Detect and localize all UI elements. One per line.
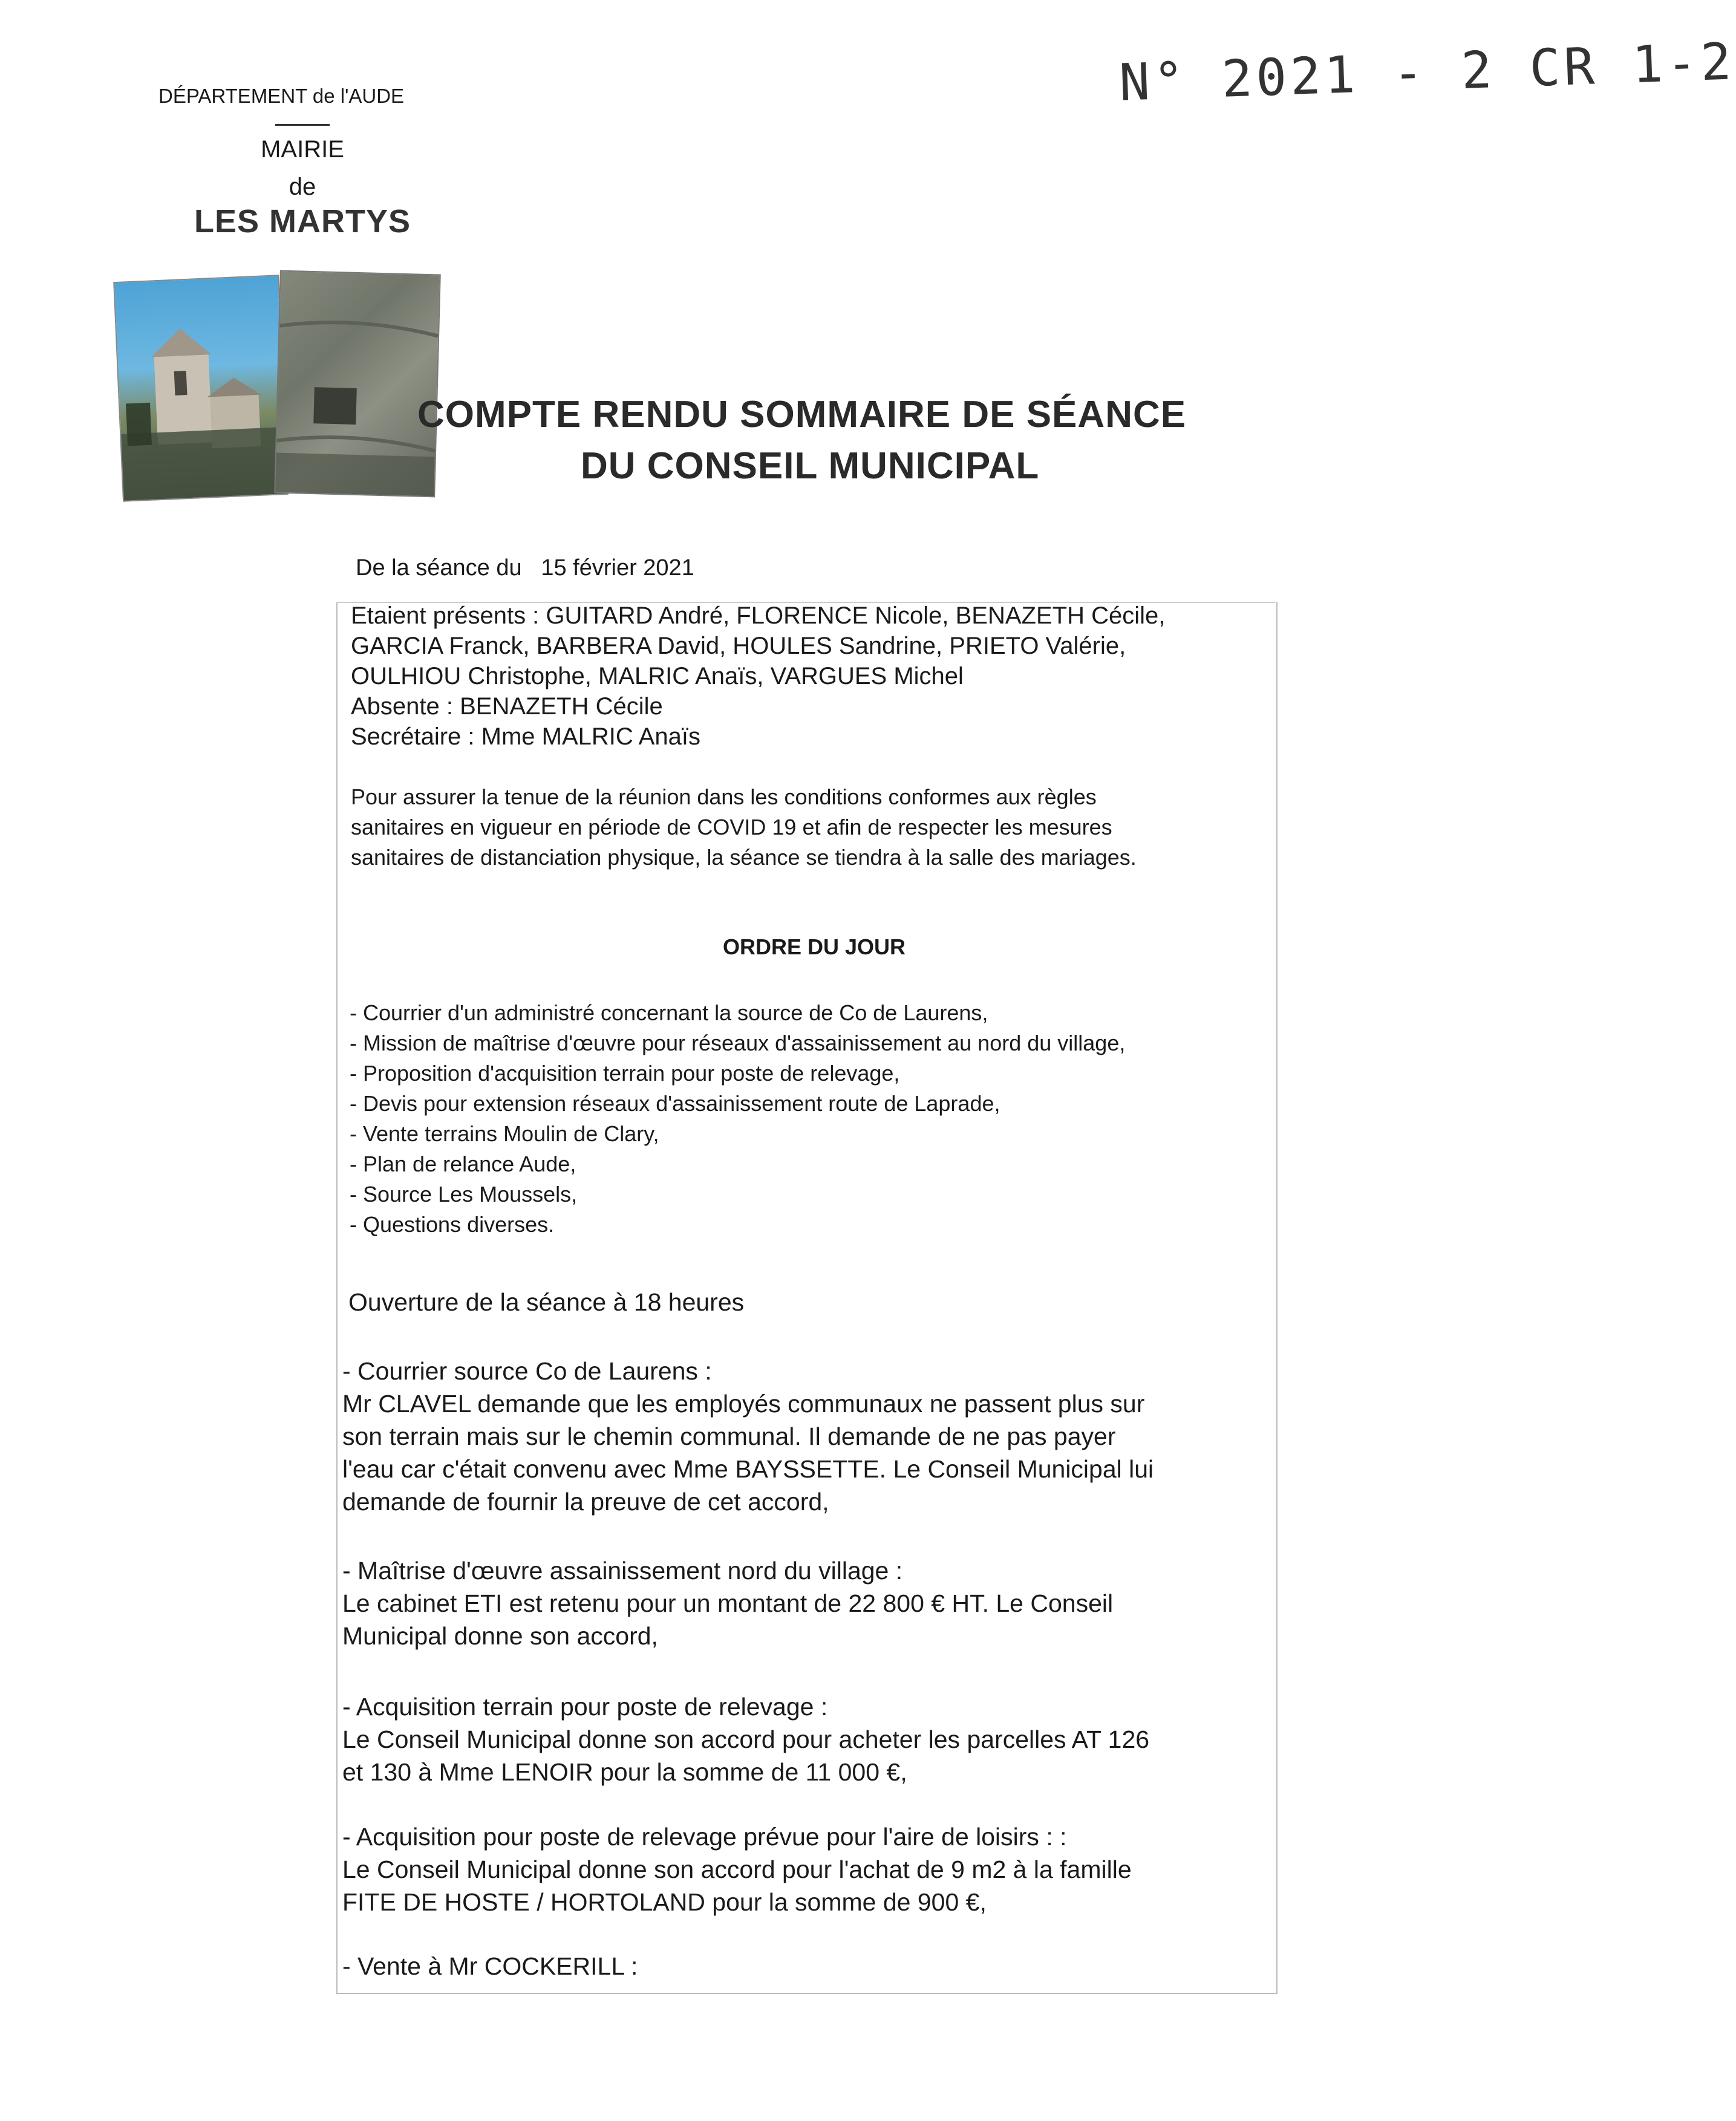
opening-time: Ouverture de la séance à 18 heures: [348, 1288, 745, 1316]
agenda-item: - Plan de relance Aude,: [350, 1152, 576, 1176]
section-acquisition-terrain: [342, 1690, 1149, 1788]
section-line: Le Conseil Municipal donne son accord pour l'achat de 9 m2 à la famille: [342, 1855, 1132, 1883]
attendance-block: [351, 601, 1165, 752]
section-line: son terrain mais sur le chemin communal. Il demande de ne pas payer: [342, 1422, 1116, 1450]
absent-line: Absente : BENAZETH Cécile: [351, 693, 663, 720]
section-line: FITE DE HOSTE / HORTOLAND pour la somme de 900 €,: [342, 1888, 987, 1916]
section-line: Municipal donne son accord,: [342, 1622, 658, 1650]
secretary-line: Secrétaire : Mme MALRIC Anaïs: [351, 723, 700, 750]
seance-date-line: [356, 555, 694, 581]
seance-label: De la séance du: [356, 555, 522, 581]
church-photo: [113, 275, 289, 502]
covid-line: Pour assurer la tenue de la réunion dans les conditions conformes aux règles: [351, 784, 1097, 809]
section-line: Le cabinet ETI est retenu pour un montant de 22 800 € HT. Le Conseil: [342, 1589, 1114, 1617]
agenda-item: - Mission de maîtrise d'œuvre pour réseaux d'assainissement au nord du village,: [350, 1031, 1126, 1055]
section-aire-loisirs: [342, 1820, 1132, 1918]
section-heading: - Maîtrise d'œuvre assainissement nord du village :: [342, 1557, 903, 1585]
section-line: l'eau car c'était convenu avec Mme BAYSSETTE. Le Conseil Municipal lui: [342, 1455, 1154, 1483]
agenda-item: - Courrier d'un administré concernant la source de Co de Laurens,: [350, 1000, 988, 1025]
agenda-item: - Vente terrains Moulin de Clary,: [350, 1121, 659, 1146]
agenda-item: - Questions diverses.: [350, 1212, 555, 1237]
agenda-list: [350, 998, 1125, 1240]
section-maitrise-oeuvre: [342, 1554, 1113, 1652]
section-heading: - Acquisition terrain pour poste de relevage :: [342, 1693, 828, 1721]
commune-name: LES MARTYS: [194, 203, 411, 239]
section-line: demande de fournir la preuve de cet accord,: [342, 1488, 829, 1516]
agenda-item: - Source Les Moussels,: [350, 1182, 578, 1207]
mairie-label: MAIRIE: [261, 136, 344, 163]
covid-line: sanitaires de distanciation physique, la séance se tiendra à la salle des mariages.: [351, 845, 1137, 870]
covid-notice: [351, 782, 1288, 873]
covid-line: sanitaires en vigueur en période de COVID 19 et afin de respecter les mesures: [351, 815, 1112, 839]
section-line: Mr CLAVEL demande que les employés communaux ne passent plus sur: [342, 1390, 1145, 1418]
attendance-line: OULHIOU Christophe, MALRIC Anaïs, VARGUES Michel: [351, 663, 964, 689]
agenda-title: ORDRE DU JOUR: [723, 934, 906, 959]
departement-label: DÉPARTEMENT de l'AUDE: [158, 85, 405, 107]
section-vente-cockerill: - Vente à Mr COCKERILL :: [342, 1952, 638, 1980]
handwritten-reference: N° 2021 - 2 CR 1-2: [1118, 31, 1736, 112]
stone-wall-photo: [274, 270, 441, 498]
de-label: de: [289, 174, 316, 200]
section-line: et 130 à Mme LENOIR pour la somme de 11 000 €,: [342, 1758, 907, 1786]
section-courrier-source: [342, 1355, 1154, 1518]
document-title-line2: DU CONSEIL MUNICIPAL: [581, 445, 1040, 487]
attendance-line: Etaient présents : GUITARD André, FLORENCE Nicole, BENAZETH Cécile,: [351, 602, 1166, 629]
attendance-line: GARCIA Franck, BARBERA David, HOULES Sandrine, PRIETO Valérie,: [351, 633, 1126, 659]
section-heading: - Courrier source Co de Laurens :: [342, 1357, 712, 1385]
agenda-item: - Proposition d'acquisition terrain pour poste de relevage,: [350, 1061, 900, 1086]
section-heading: - Acquisition pour poste de relevage prévue pour l'aire de loisirs : :: [342, 1823, 1067, 1851]
agenda-item: - Devis pour extension réseaux d'assainissement route de Laprade,: [350, 1091, 1000, 1116]
header-divider: [275, 124, 330, 126]
seance-date: 15 février 2021: [541, 555, 694, 581]
document-title-line1: COMPTE RENDU SOMMAIRE DE SÉANCE: [417, 394, 1187, 435]
section-line: Le Conseil Municipal donne son accord pour acheter les parcelles AT 126: [342, 1725, 1150, 1753]
